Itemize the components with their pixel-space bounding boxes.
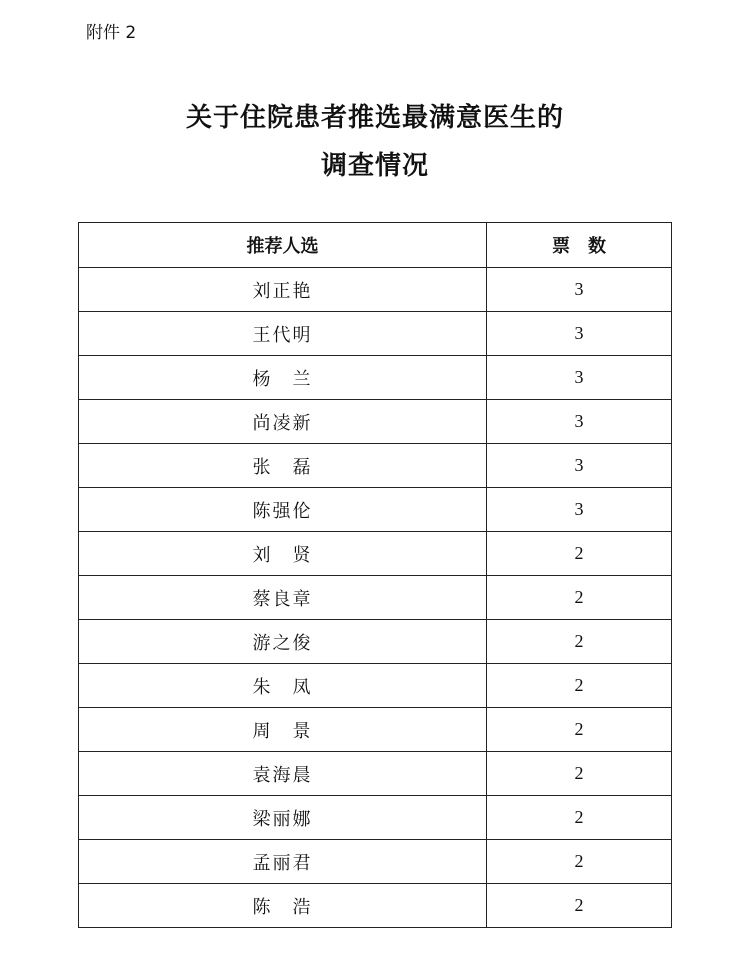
table-row [79,664,672,708]
table-row [79,620,672,664]
vote-count: 3 [487,356,672,400]
table-row [79,796,672,840]
candidate-name: 孟丽君 [79,840,487,884]
table-row [79,444,672,488]
candidate-name: 朱 凤 [79,664,487,708]
table-row [79,356,672,400]
table-row [79,268,672,312]
votes-table [78,222,672,928]
table-row [79,840,672,884]
candidate-name: 周 景 [79,708,487,752]
table-row [79,576,672,620]
table-row [79,752,672,796]
table-row [79,488,672,532]
candidate-name: 陈 浩 [79,884,487,928]
header-candidate: 推荐人选 [79,223,487,268]
vote-count: 3 [487,400,672,444]
candidate-name: 尚凌新 [79,400,487,444]
vote-count: 2 [487,752,672,796]
vote-count: 3 [487,488,672,532]
candidate-name: 张 磊 [79,444,487,488]
vote-count: 2 [487,884,672,928]
candidate-name: 王代明 [79,312,487,356]
vote-count: 3 [487,444,672,488]
vote-count: 2 [487,532,672,576]
vote-count: 2 [487,664,672,708]
table-row [79,400,672,444]
candidate-name: 陈强伦 [79,488,487,532]
vote-count: 2 [487,576,672,620]
vote-count: 3 [487,268,672,312]
table-row [79,884,672,928]
table-row [79,708,672,752]
candidate-name: 蔡良章 [79,576,487,620]
candidate-name: 游之俊 [79,620,487,664]
table-row [79,532,672,576]
table-row [79,312,672,356]
attachment-label: 附件 2 [86,23,137,43]
candidate-name: 袁海晨 [79,752,487,796]
candidate-name: 刘正艳 [79,268,487,312]
header-votes: 票 数 [487,223,672,268]
document-title-line-2: 调查情况 [320,151,429,181]
candidate-name: 梁丽娜 [79,796,487,840]
vote-count: 2 [487,840,672,884]
candidate-name: 刘 贤 [79,532,487,576]
vote-count: 2 [487,708,672,752]
vote-count: 3 [487,312,672,356]
candidate-name: 杨 兰 [79,356,487,400]
vote-count: 2 [487,620,672,664]
vote-count: 2 [487,796,672,840]
table-header-row [79,223,672,268]
document-title-line-1: 关于住院患者推选最满意医生的 [185,103,564,133]
